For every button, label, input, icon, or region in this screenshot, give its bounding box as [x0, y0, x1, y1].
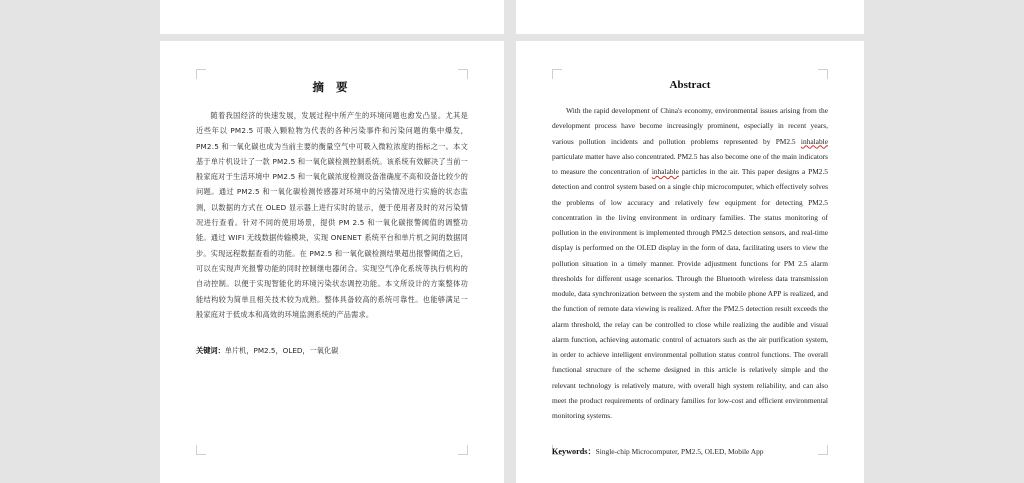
abstract-paragraph-cn: 随着我国经济的快速发展，发展过程中所产生的环境问题也愈发凸显。尤其是近些年以 PM2.5 可吸入颗粒物为代表的各种污染事件和污染问题的集中爆发，PM2.5 和一氧化碳也成为当前主要的衡量空气中可吸入微粒浓度的指标之一。本文基于单片机设计了一款 PM2.5 和一氧化碳检测控制系统。该系统有效解决了当前一般家庭对于生活环境中 PM2.5 和一氧化碳浓度检测设备准确度不高和设备比较少的问题。通过 PM2.5 和一氧化碳检测传感器对环境中的污染情况进行实施的状态监测，以数据的方式在 OLED 显示器上进行实时的显示，便于使用者及时的对污染情况进行查看。针对不同的使用场景，提供 PM 2.5 和一氧化碳报警阈值的调整功能。通过 WIFI 无线数据传输模块，实现 ONENET 系统平台和单片机之间的数据同步。实现远程数据查看的功能。在 PM2.5 和一氧化碳检测结果超出报警阈值之后，可以在实现声光报警功能的同时控制继电器闭合。实现空气净化系统等执行机构的自动控制。以便于实现智能化的环境污染状态调控功能。本文所设计的方案整体功能结构较为简单且相关技术较为成熟。整体具备较高的系统可靠性。也能够满足一般家庭对于低成本和高效的环境监测系统的产品需求。 [196, 111, 468, 319]
spellcheck-flagged-word[interactable]: inhalable [800, 136, 828, 146]
previous-page-left [160, 0, 504, 34]
abstract-text-segment-1: With the rapid development of China's economy, environmental issues arising from the development process have become increasingly prominent, especially in recent years, various pollution incidents and pollution problems represented by PM2.5 [552, 106, 828, 146]
abstract-text-segment-2: particulate matter have also concentrated. PM2.5 has also become one of the main indicators to measure the concentration of [552, 151, 828, 176]
keywords-label: Keywords： [552, 447, 596, 457]
margin-corner-top-right [818, 69, 828, 79]
page-content-cn [196, 79, 468, 358]
margin-corner-top-left [196, 69, 206, 79]
page-abstract-en[interactable] [516, 41, 864, 483]
spellcheck-flagged-word[interactable]: inhalable [651, 167, 679, 176]
page-abstract-cn[interactable] [160, 41, 504, 483]
page-content-en [552, 79, 828, 459]
margin-corner-top-left [552, 69, 562, 79]
margin-corner-top-right [458, 69, 468, 79]
margin-corner-bottom-right [458, 445, 468, 455]
keywords-value: 单片机，PM2.5，OLED，一氧化碳 [224, 346, 339, 356]
margin-corner-bottom-left [196, 445, 206, 455]
keywords-line-cn [196, 344, 468, 358]
keywords-line-en [552, 445, 828, 459]
keywords-value: Single-chip Microcomputer, PM2.5, OLED, Mobile App [595, 447, 764, 457]
abstract-text-segment-3: particles in the air. This paper designs a PM2.5 detection and control system based on a single chip microcomputer, which effectively solves the problems of low accuracy and relatively few equipment for detecting PM2.5 concentration in the living environment in ordinary families. The status monitoring of pollution in the environment is implemented through PM2.5 detection sensors, and real-time display is performed on the OLED display in the form of data, facilitating users to view the pollution situation in a timely manner. Provide adjustment functions for PM 2.5 alarm thresholds for different usage scenarios. Through the Bluetooth wireless data transmission module, data synchronization between the system and the mobile phone APP is realized, and the function of remote data viewing is realized. After the PM2.5 detection result exceeds the alarm threshold, the relay can be controlled to close while realizing the audible and visual alarm function, achieving automatic control of actuators such as the air purification system, in order to achieve intelligent environmental pollution status control functions. The overall functional structure of the scheme designed in this article is relatively simple and the relevant technology is relatively mature, with overall high system reliability, and can also meet the product requirements of ordinary families for low-cost and efficient environmental monitoring systems. [552, 167, 828, 420]
page-title: Abstract [669, 79, 711, 91]
keywords-label: 关键词： [196, 346, 225, 356]
page-title: 摘 要 [312, 80, 352, 94]
previous-page-right [516, 0, 864, 34]
abstract-paragraph-en [552, 103, 828, 423]
